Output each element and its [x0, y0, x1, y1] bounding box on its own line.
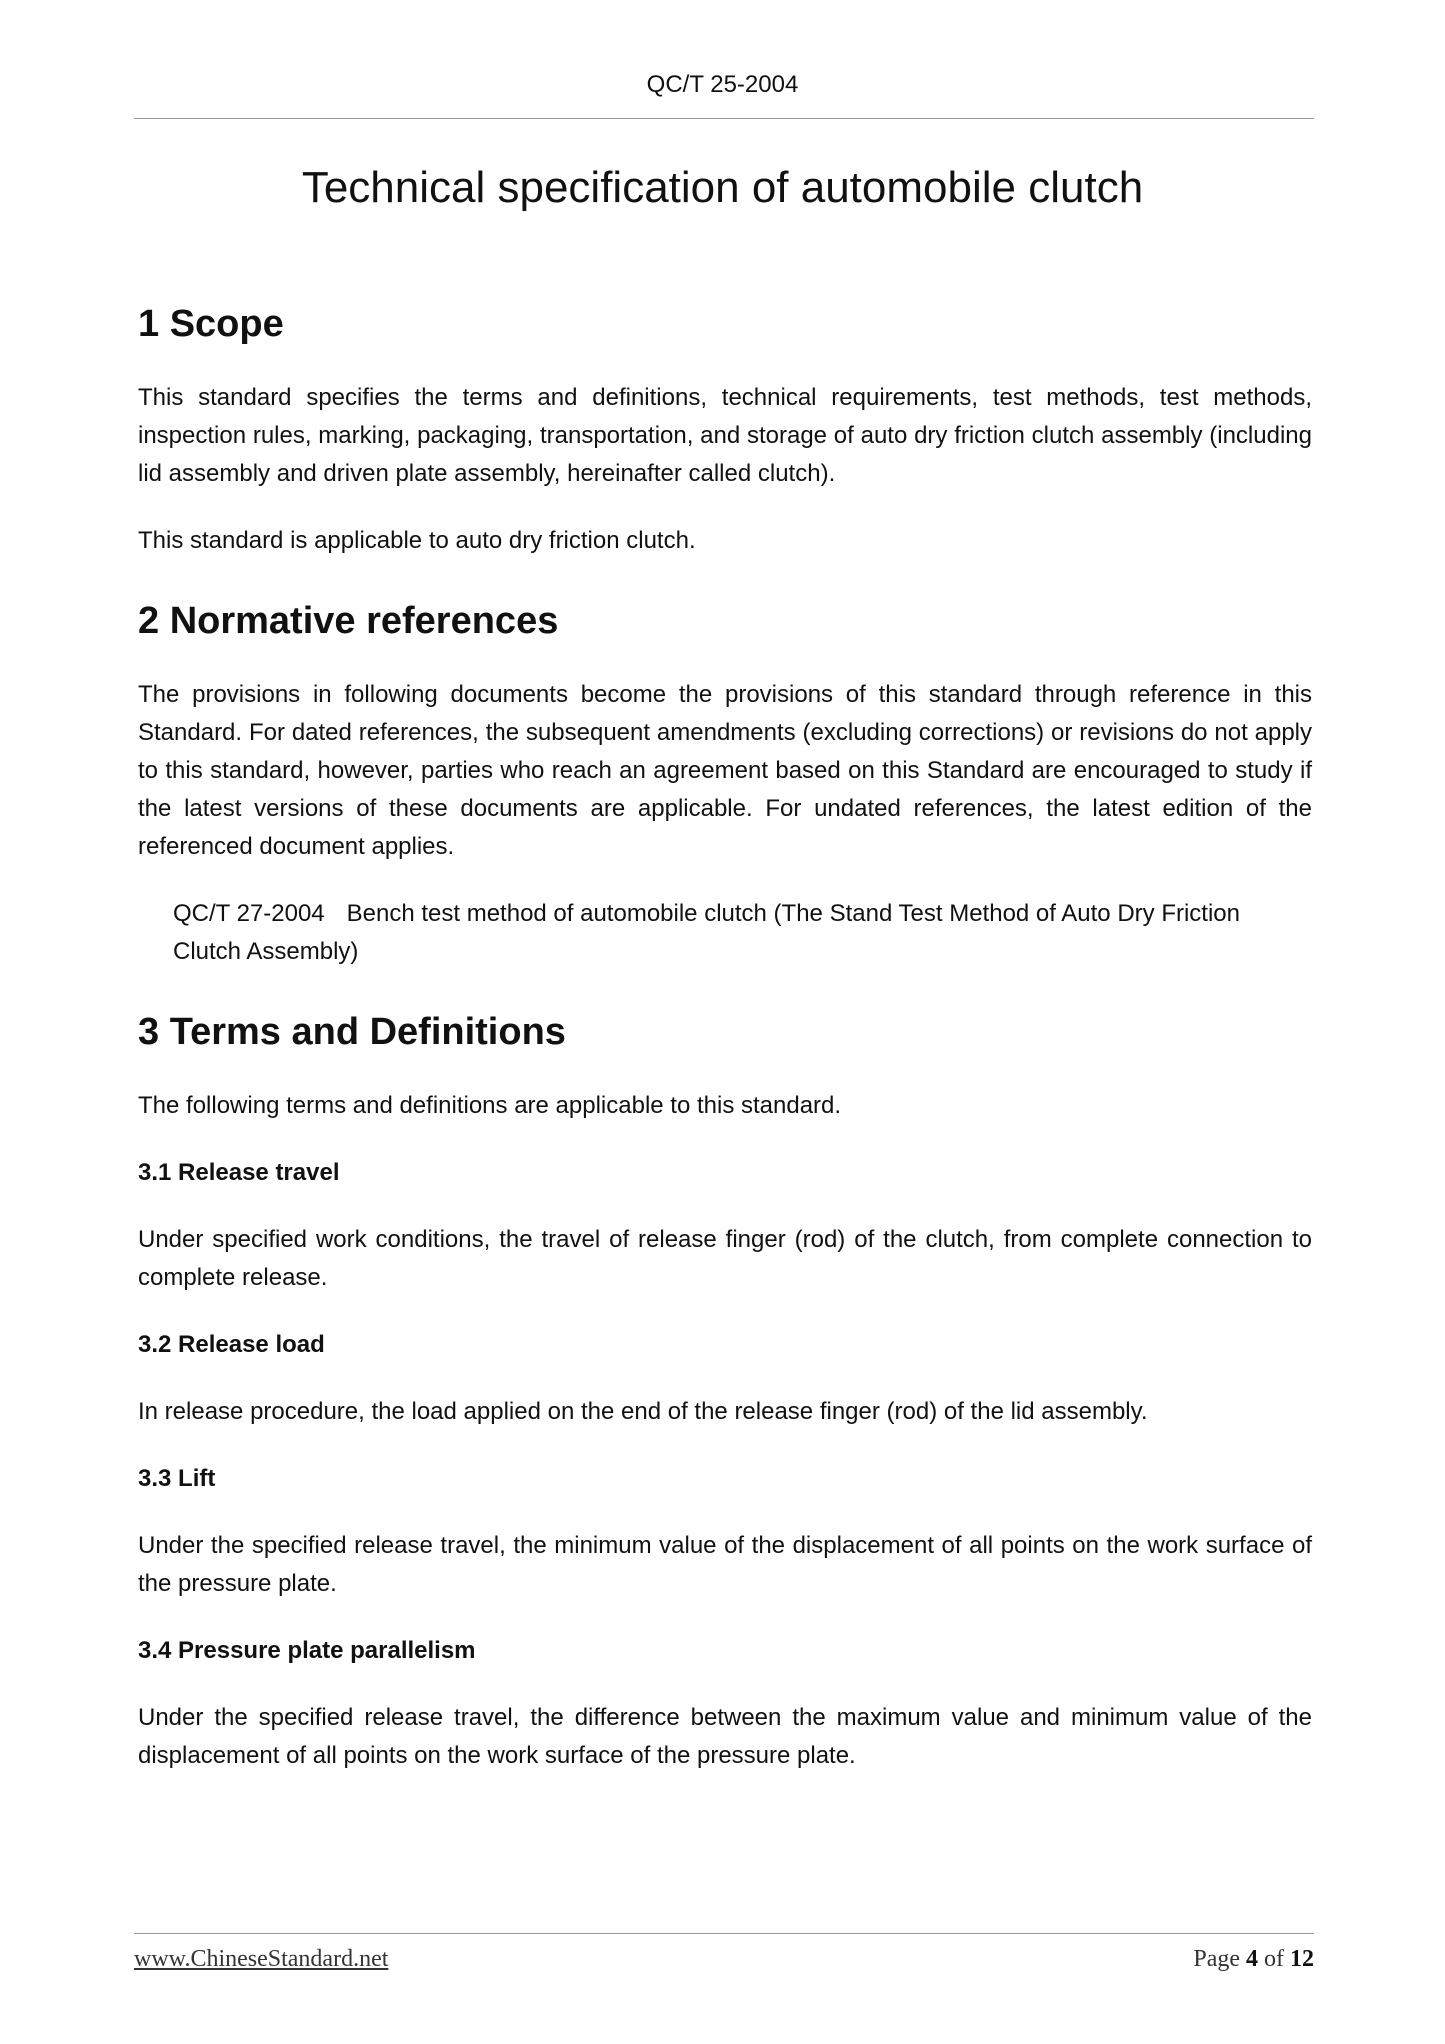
page-number: [1193, 1946, 1314, 1973]
terms-intro: The following terms and definitions are applicable to this standard.: [138, 1092, 842, 1119]
current-page: 4: [1246, 1946, 1258, 1972]
term-heading-release-load: 3.2 Release load: [138, 1331, 325, 1358]
page-footer: [134, 1946, 1314, 1980]
term-heading-release-travel: 3.1 Release travel: [138, 1159, 340, 1186]
section-heading-terms-definitions: 3 Terms and Definitions: [138, 1011, 566, 1053]
section-heading-scope: 1 Scope: [138, 303, 284, 345]
section-heading-normative-references: 2 Normative references: [138, 600, 559, 642]
term-heading-lift: 3.3 Lift: [138, 1465, 216, 1492]
normative-reference-item: [173, 895, 1312, 971]
footer-divider: [134, 1933, 1314, 1934]
page-word: Page: [1193, 1946, 1240, 1972]
scope-paragraph-1: This standard specifies the terms and definitions, technical requirements, test methods, test methods, inspection rules, marking, packaging, transportation, and storage of auto dry friction clutch assembly (including lid assembly and driven plate assembly, hereinafter called clutch).: [138, 384, 1312, 487]
total-pages: 12: [1290, 1946, 1314, 1972]
reference-code: QC/T 27-2004: [173, 900, 325, 927]
term-definition-lift: Under the specified release travel, the minimum value of the displacement of all points on the work surface of the pressure plate.: [138, 1532, 1312, 1597]
term-definition-pressure-plate-parallelism: Under the specified release travel, the difference between the maximum value and minimum value of the displacement of all points on the work surface of the pressure plate.: [138, 1704, 1312, 1769]
normative-paragraph: The provisions in following documents become the provisions of this standard through reference in this Standard. For dated references, the subsequent amendments (excluding corrections) or revisions do not apply to this standard, however, parties who reach an agreement based on this Standard are encouraged to study if the latest versions of these documents are applicable. For undated references, the latest edition of the referenced document applies.: [138, 681, 1312, 860]
scope-paragraph-2: This standard is applicable to auto dry friction clutch.: [138, 527, 696, 554]
standard-code-header: QC/T 25-2004: [646, 71, 799, 98]
term-definition-release-load: In release procedure, the load applied on the end of the release finger (rod) of the lid assembly.: [138, 1398, 1148, 1425]
footer-website-link[interactable]: www.ChineseStandard.net: [134, 1946, 389, 1972]
term-definition-release-travel: Under specified work conditions, the travel of release finger (rod) of the clutch, from complete connection to complete release.: [138, 1226, 1312, 1291]
of-word: of: [1264, 1946, 1284, 1972]
header-divider: [134, 118, 1314, 119]
reference-title: Bench test method of automobile clutch (The Stand Test Method of Auto Dry Friction Clutch Assembly): [173, 900, 1240, 965]
document-body: [138, 300, 1312, 1775]
document-title: Technical specification of automobile clutch: [301, 163, 1144, 212]
term-heading-pressure-plate-parallelism: 3.4 Pressure plate parallelism: [138, 1637, 476, 1664]
